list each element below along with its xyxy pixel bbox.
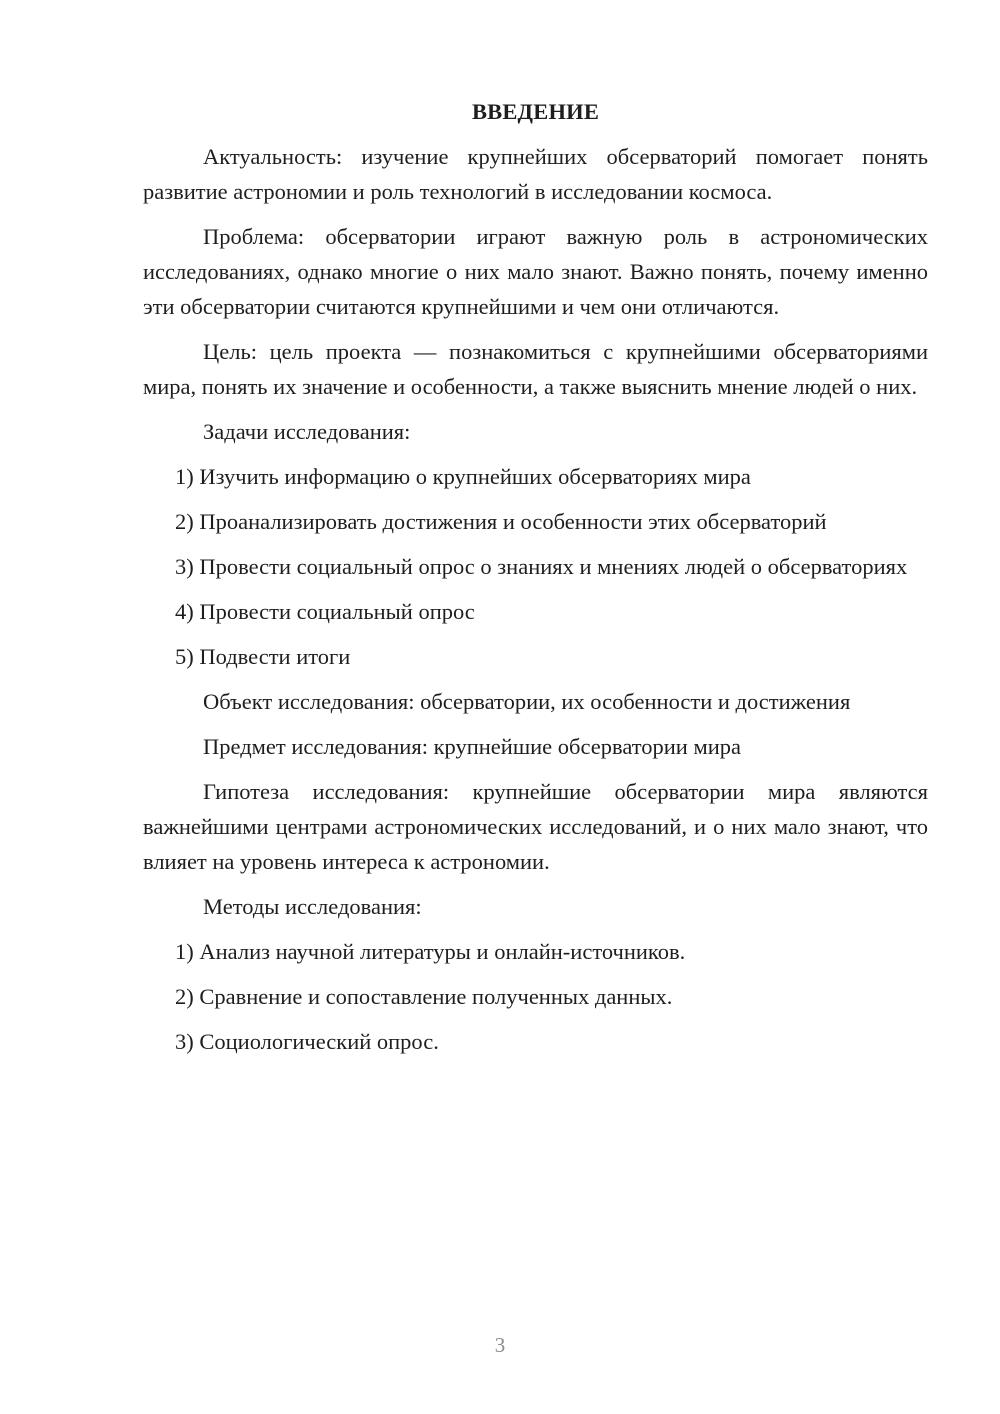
document-body [143, 94, 928, 1069]
hypothesis-paragraph: Гипотеза исследования: крупнейшие обсерватории мира являются важнейшими центрами астрономических исследований, и о них мало знают, что влияет на уровень интереса к астрономии. [143, 779, 928, 874]
task-item-2: 2) Проанализировать достижения и особенности этих обсерваторий [175, 509, 827, 534]
subject-paragraph: Предмет исследования: крупнейшие обсерватории мира [203, 734, 741, 759]
method-item-2: 2) Сравнение и сопоставление полученных данных. [175, 984, 673, 1009]
page-title: ВВЕДЕНИЕ [471, 99, 600, 124]
method-item-3: 3) Социологический опрос. [175, 1029, 439, 1054]
object-paragraph: Объект исследования: обсерватории, их особенности и достижения [203, 689, 851, 714]
methods-heading: Методы исследования: [203, 894, 422, 919]
method-item-1: 1) Анализ научной литературы и онлайн-источников. [175, 939, 686, 964]
problem-paragraph: Проблема: обсерватории играют важную роль в астрономических исследованиях, однако многие о них мало знают. Важно понять, почему именно эти обсерватории считаются крупнейшими и чем они отличаются. [143, 224, 928, 319]
task-item-1: 1) Изучить информацию о крупнейших обсерваториях мира [175, 464, 751, 489]
task-item-5: 5) Подвести итоги [175, 644, 351, 669]
relevance-paragraph: Актуальность: изучение крупнейших обсерваторий помогает понять развитие астрономии и роль технологий в исследовании космоса. [143, 144, 928, 204]
page-number: 3 [494, 1333, 506, 1357]
task-item-4: 4) Провести социальный опрос [175, 599, 475, 624]
task-item-3: 3) Провести социальный опрос о знаниях и мнениях людей о обсерваториях [175, 554, 908, 579]
goal-paragraph: Цель: цель проекта — познакомиться с крупнейшими обсерваториями мира, понять их значение и особенности, а также выяснить мнение людей о них. [143, 339, 928, 399]
tasks-heading: Задачи исследования: [203, 419, 411, 444]
